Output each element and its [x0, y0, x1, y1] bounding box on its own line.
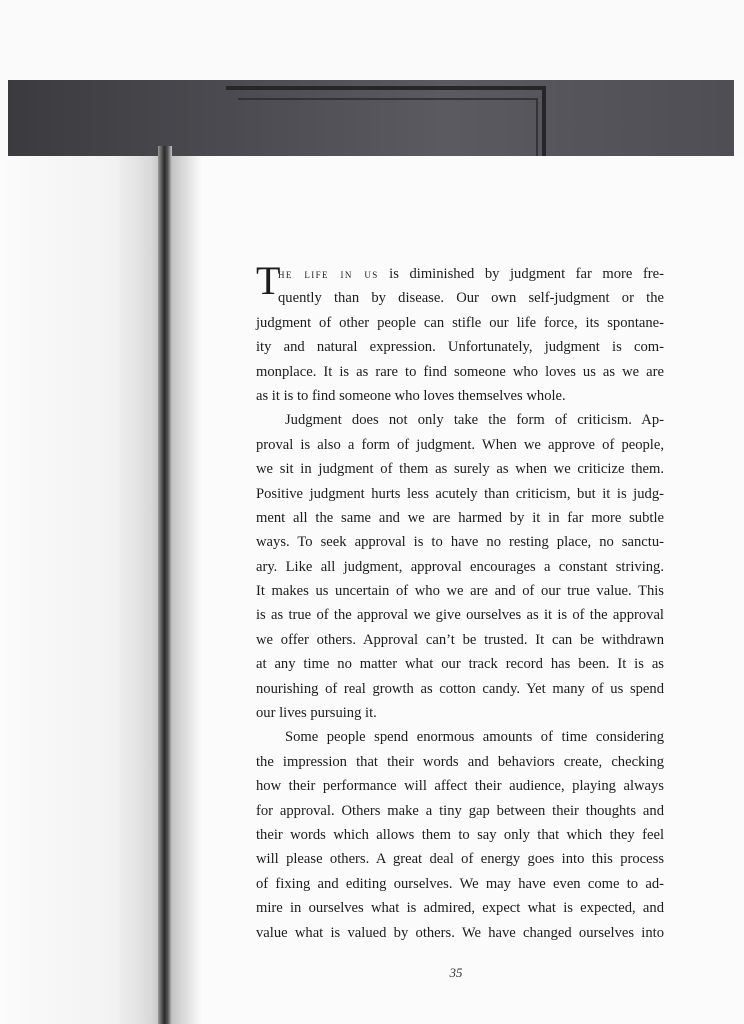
- text-line: for approval. Others make a tiny gap between their thoughts and: [256, 802, 664, 819]
- text-line: It makes us uncertain of who we are and of our true value. This: [256, 583, 664, 600]
- text-line: ary. Like all judgment, approval encourages a constant striving.: [256, 558, 664, 575]
- text-line: their words which allows them to say only that which they feel: [256, 826, 664, 843]
- text-line: will please others. A great deal of energy goes into this process: [256, 851, 664, 868]
- body-text: [256, 258, 664, 945]
- text-line: proval is also a form of judgment. When we approve of people,: [256, 436, 664, 453]
- line-1-rest: is diminished by judgment far more fre-: [378, 266, 664, 282]
- picture-frame-inner-edge: [238, 98, 538, 156]
- text-line: mire in ourselves what is admired, expect what is expected, and: [256, 900, 664, 917]
- text-line: how their performance will affect their audience, playing always: [256, 778, 664, 795]
- text-line: we offer others. Approval can’t be trusted. It can be withdrawn: [256, 631, 664, 648]
- text-line: quently than by disease. Our own self-judgment or the: [278, 290, 664, 307]
- text-line: our lives pursuing it.: [256, 705, 377, 722]
- text-line: ways. To seek approval is to have no resting place, no sanctu-: [256, 534, 664, 551]
- text-line: nourishing of real growth as cotton candy. Yet many of us spend: [256, 680, 664, 697]
- page-number: 35: [449, 965, 463, 980]
- text-line: Positive judgment hurts less acutely than criticism, but it is judg-: [256, 485, 664, 502]
- text-line: Some people spend enormous amounts of time considering: [285, 729, 664, 746]
- lead-small-caps: he life in us: [278, 266, 379, 281]
- text-line: of fixing and editing ourselves. We may have even come to ad-: [256, 875, 664, 892]
- text-line: ity and natural expression. Unfortunately, judgment is com-: [256, 339, 664, 356]
- text-line: Judgment does not only take the form of criticism. Ap-: [285, 412, 664, 429]
- text-line: at any time no matter what our track record has been. It is as: [256, 656, 664, 673]
- text-line: judgment of other people can stifle our life force, its spontane-: [256, 314, 664, 331]
- text-line: the impression that their words and behaviors create, checking: [256, 753, 664, 770]
- book-gutter: [158, 146, 172, 1024]
- scan-top-band: [8, 80, 734, 156]
- text-line: is as true of the approval we give ourselves as it is of the approval: [256, 607, 664, 624]
- text-line: ment all the same and we are harmed by it in far more subtle: [256, 509, 664, 526]
- left-page-blank: [0, 156, 164, 1024]
- text-line: value what is valued by others. We have changed ourselves into: [256, 924, 664, 941]
- drop-cap: T: [256, 258, 281, 303]
- gutter-shadow: [172, 156, 202, 1024]
- text-line: we sit in judgment of them as surely as when we criticize them.: [256, 461, 664, 478]
- text-line: as it is to find someone who loves themselves whole.: [256, 387, 566, 404]
- text-line: monplace. It is as rare to find someone who loves us as we are: [256, 363, 664, 380]
